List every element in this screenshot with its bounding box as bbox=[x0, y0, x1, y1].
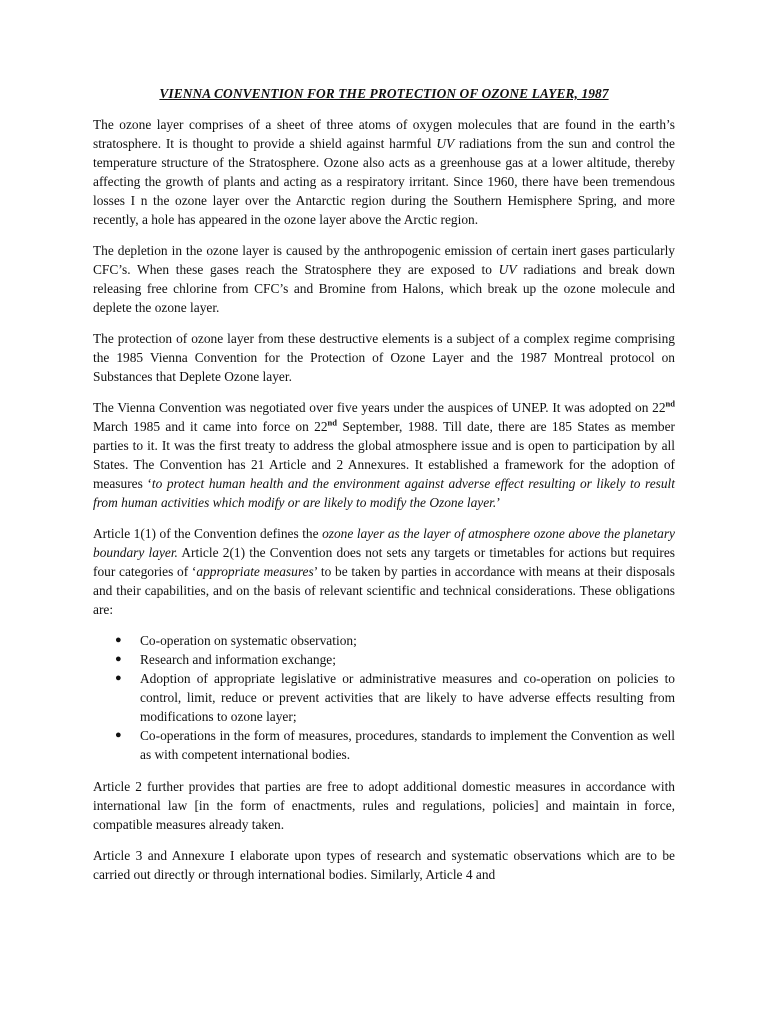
paragraph-article-2: Article 2 further provides that parties are free to adopt additional domestic measures in accordance with international law [in the form of enactments, rules and regulations, policies] and maintain in force, compatible measures already taken. bbox=[93, 779, 675, 832]
paragraph-article-3: Article 3 and Annexure I elaborate upon types of research and systematic observations which are to be carried out directly or through international bodies. Similarly, Article 4 and bbox=[93, 848, 675, 882]
paragraph-vienna-convention: The Vienna Convention was negotiated over five years under the auspices of UNEP. It was adopted on 22nd March 1985 and it came into force on 22nd September, 1988. Till date, there are 185 States as member parties to it. It was the first treaty to address the global atmosphere issue and is open to participation by all States. The Convention has 21 Article and 2 Annexures. It established a framework for the adoption of measures ‘to protect human health and the environment against adverse effect resulting or likely to result from human activities which modify or are likely to modify the Ozone layer.’ bbox=[93, 398, 675, 510]
list-item: ● Co-operations in the form of measures, procedures, standards to implement the Convention as well as with competent international bodies. bbox=[115, 728, 675, 762]
list-item: ● Co-operation on systematic observation; bbox=[115, 633, 357, 648]
bullet-icon: ● bbox=[115, 653, 122, 665]
list-item: ● Adoption of appropriate legislative or administrative measures and co-operation on policies to control, limit, reduce or prevent activities that are likely to have adverse effects resulting from modifications to ozone layer; bbox=[115, 671, 675, 724]
list-item: ● Research and information exchange; bbox=[115, 652, 336, 667]
obligations-list bbox=[93, 631, 675, 764]
paragraph-protection-regime: The protection of ozone layer from these destructive elements is a subject of a complex regime comprising the 1985 Vienna Convention for the Protection of Ozone Layer and the 1987 Montreal protocol on Substances that Deplete Ozone layer. bbox=[93, 331, 675, 384]
paragraph-article-1: Article 1(1) of the Convention defines the ozone layer as the layer of atmosphere ozone above the planetary boundary layer. Article 2(1) the Convention does not sets any targets or timetables for actions but requires four categories of ‘appropriate measures’ to be taken by parties in accordance with means at their disposals and their capabilities, and on the basis of relevant scientific and technical considerations. These obligations are: bbox=[93, 526, 675, 617]
bullet-icon: ● bbox=[115, 634, 122, 646]
paragraph-depletion: The depletion in the ozone layer is caused by the anthropogenic emission of certain inert gases particularly CFC’s. When these gases reach the Stratosphere they are exposed to UV radiations and break down releasing free chlorine from CFC’s and Bromine from Halons, which break up the ozone molecule and deplete the ozone layer. bbox=[93, 243, 675, 315]
document-title: VIENNA CONVENTION FOR THE PROTECTION OF OZONE LAYER, 1987 bbox=[159, 86, 609, 101]
paragraph-ozone-layer: The ozone layer comprises of a sheet of three atoms of oxygen molecules that are found in the earth’s stratosphere. It is thought to provide a shield against harmful UV radiations from the sun and control the temperature structure of the Stratosphere. Ozone also acts as a greenhouse gas at a lower altitude, thereby affecting the growth of plants and acting as a respiratory irritant. Since 1960, there have been tremendous losses I n the ozone layer over the Antarctic region during the Southern Hemisphere Spring, and more recently, a hole has appeared in the ozone layer above the Arctic region. bbox=[93, 117, 675, 227]
bullet-icon: ● bbox=[115, 672, 122, 684]
bullet-icon: ● bbox=[115, 729, 122, 741]
